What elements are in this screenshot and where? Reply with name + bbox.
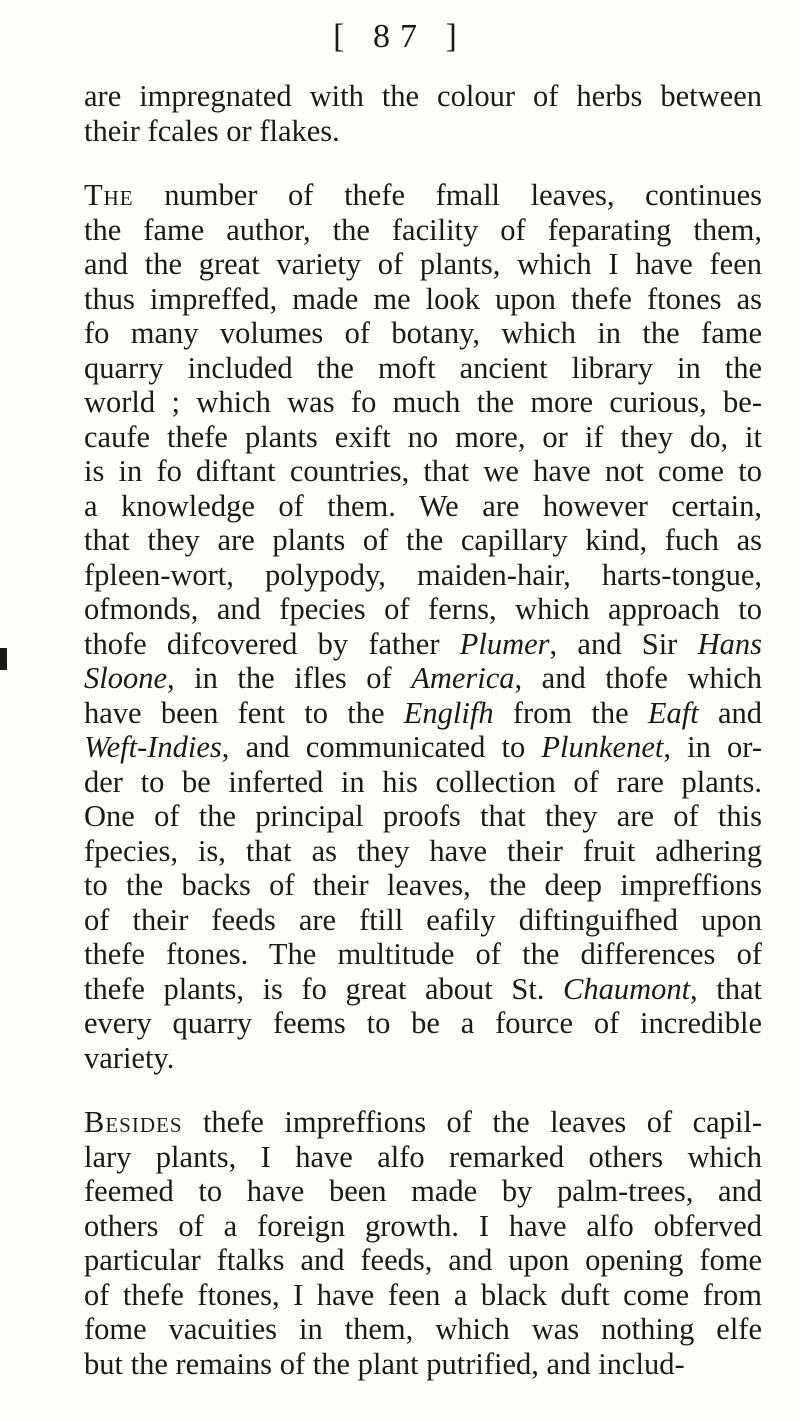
text-line: to the backs of their leaves, the deep impreffions [84,868,762,902]
text-line: every quarry feems to be a fource of incredible [84,1006,762,1040]
text-line: Besides thefe impreffions of the leaves of capil- [84,1105,762,1139]
text-line: thus impreffed, made me look upon thefe ftones as [84,281,762,316]
text-line: Weft-Indies, and communicated to Plunkenet, in or- [84,730,762,764]
text-line: world ; which was fo much the more curious, be- [84,385,762,419]
text-line: caufe thefe plants exift no more, or if they do, it [84,419,762,454]
text-line: their fcales or flakes. [84,113,340,148]
text-line: der to be inferted in his collection of rare plants. [84,764,762,799]
text-line: particular ftalks and feeds, and upon opening fome [84,1243,762,1277]
text-line: thefe plants, is fo great about St. Chaumont, that [84,971,762,1006]
text-line: thofe difcovered by father Plumer, and Sir Hans [84,626,762,661]
text-line: the fame author, the facility of feparating them, [84,212,762,247]
text-line: Sloone, in the ifles of America, and thofe which [84,661,762,695]
text-line: others of a foreign growth. I have alfo obferved [84,1208,762,1243]
text-line: of their feeds are ftill eafily diftinguifhed upon [84,902,762,937]
text-line: One of the principal proofs that they are of this [84,799,762,833]
text-line: feemed to have been made by palm-trees, and [84,1174,762,1208]
text-line: but the remains of the plant putrified, and includ- [84,1346,685,1381]
text-line: variety. [84,1040,175,1075]
text-line: The number of thefe fmall leaves, continues [84,178,762,212]
margin-mark [0,648,7,670]
text-line: quarry included the moft ancient library in the [84,350,762,385]
text-line: fpecies, is, that as they have their fruit adhering [84,833,762,868]
text-line: of thefe ftones, I have feen a black duft come from [84,1277,762,1312]
text-line: a knowledge of them. We are however certain, [84,488,762,523]
text-line: have been fent to the Englifh from the Eaft and [84,695,762,730]
text-line: that they are plants of the capillary kind, fuch as [84,523,762,557]
text-line: lary plants, I have alfo remarked others which [84,1139,762,1174]
text-line: fpleen-wort, polypody, maiden-hair, harts-tongue, [84,557,762,592]
page-number: [ 87 ] [333,18,467,55]
text-line: and the great variety of plants, which I have feen [84,247,762,281]
text-line: thefe ftones. The multitude of the differences of [84,937,762,971]
text-line: fome vacuities in them, which was nothing elfe [84,1312,762,1346]
text-line: ofmonds, and fpecies of ferns, which approach to [84,592,762,626]
text-line: is in fo diftant countries, that we have not come to [84,454,762,488]
text-line: fo many volumes of botany, which in the fame [84,316,762,350]
text-line: are impregnated with the colour of herbs between [84,79,762,113]
